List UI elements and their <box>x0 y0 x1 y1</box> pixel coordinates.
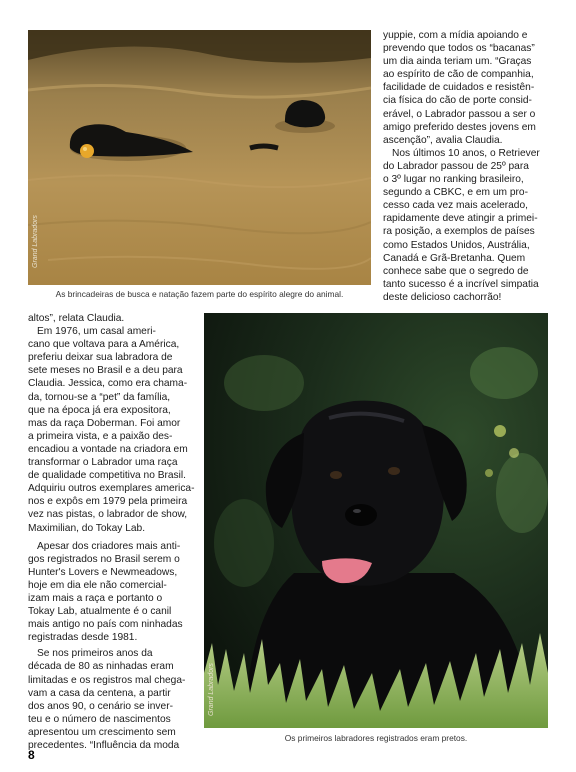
text-line: cano que voltava para a América, <box>28 339 180 351</box>
swimming-labradors-illustration <box>28 30 371 285</box>
text-line: que na época já era expositora, <box>28 404 171 416</box>
top-photo-credit: Grand Labradors <box>32 215 39 268</box>
swimming-labradors-photo <box>28 30 371 285</box>
text-line: sete meses no Brasil e a deu para <box>28 365 183 377</box>
black-labrador-photo <box>204 313 548 728</box>
text-line: Se nos primeiros anos da <box>37 648 153 660</box>
text-line: rapidamente deve atingir a primei- <box>383 213 538 225</box>
text-line: Adquiriu outros exemplares america- <box>28 483 195 495</box>
text-line: Nos últimos 10 anos, o Retriever <box>392 147 540 159</box>
text-line: ao espírito de cão de companhia, <box>383 69 534 81</box>
text-line: da, tornou-se a “pet” da família, <box>28 391 171 403</box>
text-line: década de 80 as ninhadas eram <box>28 661 174 673</box>
text-line: tanto sucesso é a incrível simpatia <box>383 278 539 290</box>
text-line: erável, o Labrador passou a ser o <box>383 108 536 120</box>
text-line: transformar o Labrador uma raça <box>28 457 178 469</box>
left-paragraph-1 <box>28 312 200 325</box>
left-paragraph-2 <box>28 325 200 535</box>
text-line: a primeira vista, e a paixão des- <box>28 430 173 442</box>
text-line: ascenção”, avalia Claudia. <box>383 134 503 146</box>
text-line: registradas desde 1981. <box>28 632 138 644</box>
text-line: dos anos 90, o cenário se inver- <box>28 700 173 712</box>
text-line: vam a casa da centena, a partir <box>28 687 171 699</box>
text-line: o 3º lugar no ranking brasileiro, <box>383 174 524 186</box>
right-paragraph-2 <box>383 147 553 304</box>
text-line: izam mais a raça e portanto o <box>28 592 163 604</box>
text-line: um dia ainda teriam um. “Graças <box>383 56 532 68</box>
text-line: teu e o número de nascimentos <box>28 713 171 725</box>
black-labrador-illustration <box>204 313 548 728</box>
text-line: ra posição, a exemplos de países <box>383 226 535 238</box>
right-text-column <box>383 29 553 304</box>
left-text-column <box>28 312 200 752</box>
text-line: facilidade de cuidados e resistên- <box>383 82 535 94</box>
text-line: altos”, relata Claudia. <box>28 313 125 324</box>
left-paragraph-4 <box>28 647 200 752</box>
text-line: de qualidade competitiva no Brasil. <box>28 470 187 482</box>
top-photo-caption: As brincadeiras de busca e natação fazem parte do espírito alegre do animal. <box>55 289 344 299</box>
text-line: Apesar dos criadores mais anti- <box>37 540 181 552</box>
text-line: Em 1976, um casal ameri- <box>37 326 156 338</box>
text-line: hoje em dia ele não comercial- <box>28 579 167 591</box>
bottom-photo-credit: Grand Labradors <box>208 663 215 716</box>
text-line: nos e expôs em 1979 pela primeira <box>28 496 188 508</box>
text-line: mas da raça Doberman. Foi amor <box>28 417 181 429</box>
text-line: encadiou a vontade na criadora em <box>28 443 188 455</box>
text-line: Maximilian, do Tokay Lab. <box>28 522 146 534</box>
text-line: conhece sabe que o segredo de <box>383 265 529 277</box>
text-line: limitadas e os registros mal chega- <box>28 674 186 686</box>
page-number: 8 <box>28 748 35 762</box>
text-line: amigo preferido destes jovens em <box>383 121 536 133</box>
text-line: apresentou um crescimento sem <box>28 726 176 738</box>
text-line: precedentes. “Influência da moda <box>28 740 180 751</box>
text-line: Claudia. Jessica, como era chama- <box>28 378 188 390</box>
text-line: yuppie, com a mídia apoiando e <box>383 30 528 41</box>
text-line: Tokay Lab, atualmente é o canil <box>28 606 172 618</box>
text-line: Hunter's Lovers e Newmeadows, <box>28 566 178 578</box>
text-line: Canadá e Grã-Bretanha. Quem <box>383 252 526 264</box>
text-line: como Estados Unidos, Austrália, <box>383 239 530 251</box>
text-line: segundo a CBKC, e em um pro- <box>383 187 528 199</box>
text-line: gos registrados no Brasil serem o <box>28 553 180 565</box>
text-line: prevendo que todos os “bacanas” <box>383 43 535 55</box>
bottom-photo-caption: Os primeiros labradores registrados eram pretos. <box>284 733 468 743</box>
right-paragraph-1 <box>383 29 553 147</box>
text-line: vez nas pistas, o labrador de show, <box>28 509 188 521</box>
text-line: deste delicioso cachorrão! <box>383 291 502 303</box>
text-line: cia física do cão de porte consid- <box>383 95 532 107</box>
text-line: do Labrador passou de 25º para <box>383 160 529 172</box>
left-paragraph-3 <box>28 540 200 645</box>
text-line: mais antigo no país com ninhadas <box>28 619 183 631</box>
text-line: preferiu deixar sua labradora de <box>28 352 173 364</box>
text-line: cesso cada vez mais acelerado, <box>383 200 528 212</box>
